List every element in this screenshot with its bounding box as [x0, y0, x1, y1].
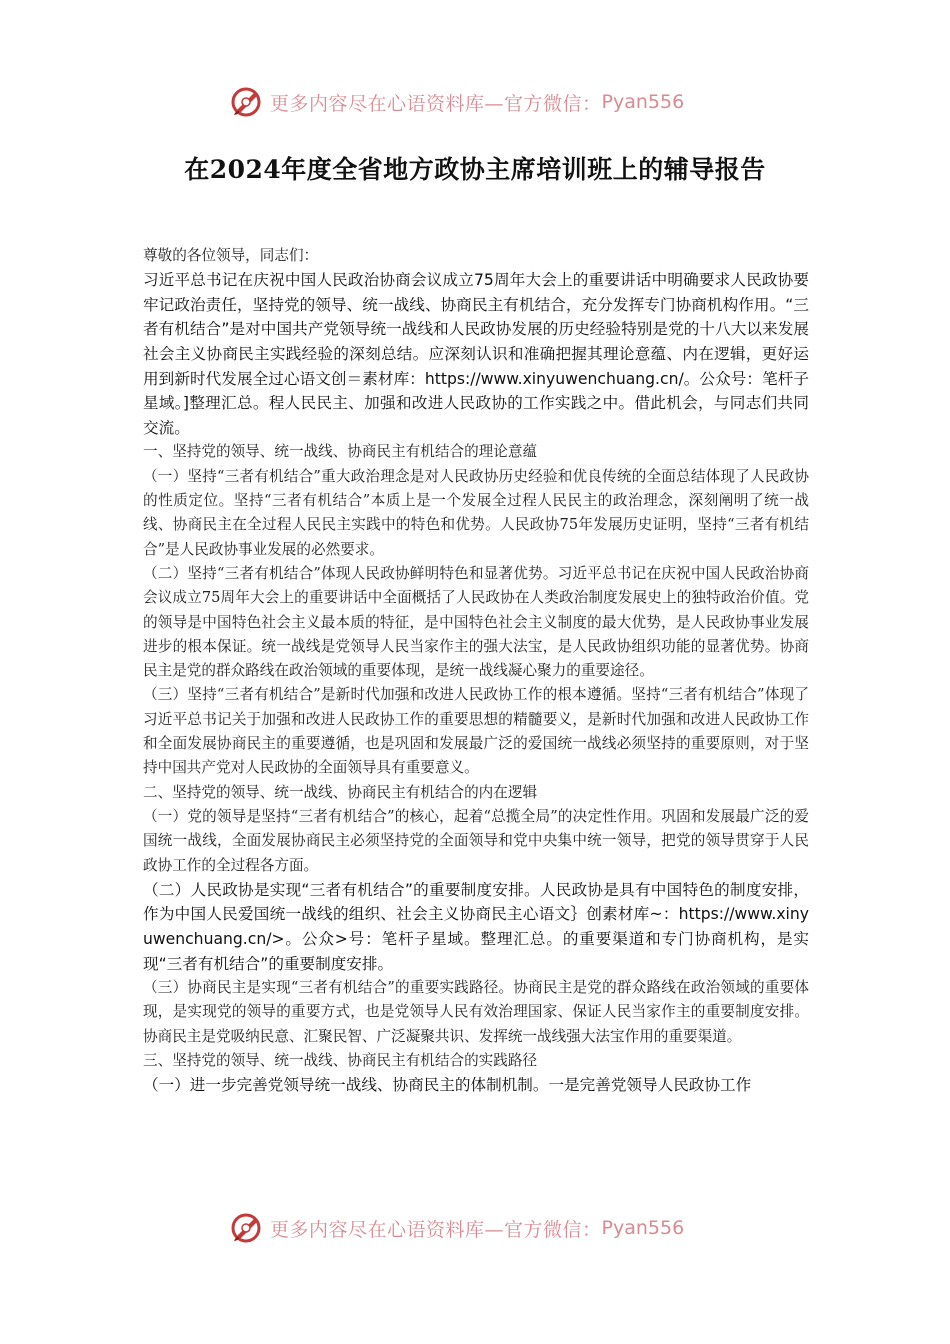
footer-banner-text: 更多内容尽在心语资料库—官方微信： [270, 1218, 602, 1241]
paragraph-1-3: （三）坚持“三者有机结合”是新时代加强和改进人民政协工作的根本遵循。坚持“三者有机结合”体现了习近平总书记关于加强和改进人民政协工作的重要思想的精髓要义，是新时代加强和改进人民政协工作和全面发展协商民主的重要遵循，也是巩固和发展最广泛的爱国统一战线必须坚持的重要原则，对于坚持中国共产党对人民政协的全面领导具有重要意义。 [143, 686, 809, 777]
section-heading-3: 三、坚持党的领导、统一战线、协商民主有机结合的实践路径 [143, 1052, 538, 1070]
header-wechat-id: Pyan556 [601, 91, 685, 113]
paragraph-1-1: （一）坚持“三者有机结合”重大政治理念是对人民政协历史经验和优良传统的全面总结体现了人民政协的性质定位。坚持“三者有机结合”本质上是一个发展全过程人民民主的政治理念，深刻阐明了统一战线、协商民主在全过程人民民主实践中的特色和优势。人民政协75年发展历史证明，坚持“三者有机结合”是人民政协事业发展的必然要求。 [143, 467, 809, 558]
header-banner [228, 82, 728, 122]
section-heading-2: 二、坚持党的领导、统一战线、协商民主有机结合的内在逻辑 [143, 783, 538, 801]
paragraph-2-3: （三）协商民主是实现“三者有机结合”的重要实践路径。协商民主是党的群众路线在政治领域的重要体现，是实现党的领导的重要方式，也是党领导人民有效治理国家、保证人民当家作主的重要制度安排。协商民主是党吸纳民意、汇聚民智、广泛凝聚共识、发挥统一战线强大法宝作用的重要渠道。 [143, 979, 809, 1045]
paragraph-2-2: （二）人民政协是实现“三者有机结合”的重要制度安排。人民政协是具有中国特色的制度安排，作为中国人民爱国统一战线的组织、社会主义协商民主心语文｝创素材库~：https://www.xinyuwenchuang.cn/>。公众>号：笔杆子星域。整理汇总。的重要渠道和专门协商机构，是实现“三者有机结合”的重要制度安排。 [143, 880, 809, 973]
document-title: 在2024年度全省地方政协主席培训班上的辅导报告 [184, 155, 766, 184]
paragraph-2-1: （一）党的领导是坚持“三者有机结合”的核心，起着“总揽全局”的决定性作用。巩固和发展最广泛的爱国统一战线，全面发展协商民主必须坚持党的全面领导和党中央集中统一领导，把党的领导贯穿于人民政协工作的全过程各方面。 [143, 807, 809, 874]
salutation: 尊敬的各位领导，同志们： [143, 247, 319, 264]
footer-wechat-id: Pyan556 [601, 1217, 685, 1239]
brush-logo-icon [228, 84, 264, 120]
document-body [143, 244, 809, 1098]
brush-logo-icon [228, 1210, 264, 1246]
section-heading-1: 一、坚持党的领导、统一战线、协商民主有机结合的理论意蕴 [143, 443, 538, 461]
header-banner-text: 更多内容尽在心语资料库—官方微信： [270, 92, 602, 115]
intro-paragraph: 习近平总书记在庆祝中国人民政治协商会议成立75周年大会上的重要讲话中明确要求人民政协要牢记政治责任，坚持党的领导、统一战线、协商民主有机结合，充分发挥专门协商机构作用。“三者有机结合”是对中国共产党领导统一战线和人民政协发展的历史经验特别是党的十八大以来发展社会主义协商民主实践经验的深刻总结。应深刻认识和准确把握其理论意蕴、内在逻辑，更好运用到新时代发展全过心语文创＝素材库：https://www.xinyuwenchuang.cn/。公众号：笔杆子星域。]整理汇总。程人民民主、加强和改进人民政协的工作实践之中。借此机会，与同志们共同交流。 [143, 271, 809, 437]
footer-banner [228, 1208, 728, 1248]
paragraph-3-1: （一）进一步完善党领导统一战线、协商民主的体制机制。一是完善党领导人民政协工作 [143, 1076, 752, 1095]
paragraph-1-2: （二）坚持“三者有机结合”体现人民政协鲜明特色和显著优势。习近平总书记在庆祝中国人民政治协商会议成立75周年大会上的重要讲话中全面概括了人民政协在人类政治制度发展史上的独特政治价值。党的领导是中国特色社会主义最本质的特征，是中国特色社会主义制度的最大优势，是人民政协事业发展进步的根本保证。统一战线是党领导人民当家作主的强大法宝，是人民政协组织功能的显著优势。协商民主是党的群众路线在政治领域的重要体现，是统一战线凝心聚力的重要途径。 [143, 564, 809, 680]
